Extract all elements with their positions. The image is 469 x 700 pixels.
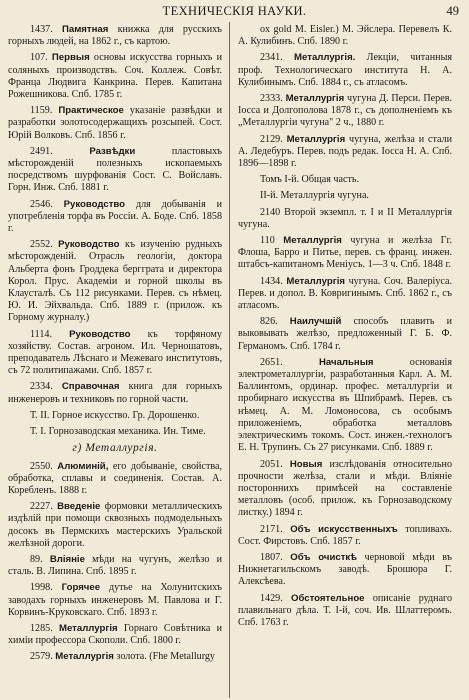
catalog-entry bbox=[238, 552, 452, 589]
catalog-entry bbox=[238, 316, 452, 353]
entry-number: 1437. bbox=[30, 24, 53, 35]
entry-text: Горнаго Совѣтника и химіи профессора Скополи. Спб. 1800 г. bbox=[8, 622, 223, 647]
entry-number: 1434. bbox=[260, 275, 283, 287]
catalog-entry bbox=[8, 461, 222, 498]
entry-text: къ изученію рудныхъ мѣсторожденій. Отрасль геологіи, доктора Альберта фонъ Гроддека бергграта и директора Корол. Прус. Академіи и горной школы въ Клаусталѣ. Съ 112 рисунками. Перев. съ нѣмец. Ю. И. Эйхвальда. Спб. 1889 г. (прилож. къ Горному журналу.) bbox=[8, 239, 222, 324]
right-column bbox=[238, 24, 452, 633]
entry-text: Второй экземпл. т. I и II Металлургія чугуна. bbox=[238, 206, 452, 230]
entry-number: 2171. bbox=[260, 523, 283, 535]
entry-keyword: Горячее bbox=[61, 582, 101, 594]
entry-text: указаніе развѣдки и разработки золотосодержащихъ розсыпей. Сост. Юрій Волковъ. Спб. 1856 г. bbox=[8, 105, 222, 141]
catalog-entry bbox=[238, 134, 452, 171]
entry-text: основанія электрометаллургіи, разработанныя Карл. А. М. Баллинтомъ, ординар. профес. металлургіи и пробирнаго искусства въ Шпибрамѣ. Перев. съ нѣмец. А. М. Ломоносова, съ особымъ приложеніемъ, обработка металловъ электрическимъ токомъ. Сост. инжен.-технологъ Е. Н. Трупинъ. Съ 27 рисунками. Спб. 1889 г. bbox=[238, 356, 452, 454]
catalog-entry bbox=[8, 199, 222, 236]
catalog-entry bbox=[238, 235, 452, 272]
catalog-entry bbox=[238, 524, 452, 548]
entry-keyword: Начальныя bbox=[319, 356, 374, 368]
entry-text: чугуна Д. Перси. Перев. Іосса и Долгополова 1878 г., съ дополненіемъ къ „Металлургіи чугуна" 2 ч., 1880 г. bbox=[238, 93, 452, 129]
entry-number: 2140 bbox=[260, 206, 281, 218]
entry-keyword: Объ искусственныхъ bbox=[290, 523, 398, 535]
catalog-entry bbox=[8, 329, 222, 378]
entry-number: 2552. bbox=[30, 239, 53, 251]
entry-number: 2651. bbox=[260, 356, 283, 368]
catalog-entry bbox=[8, 554, 222, 578]
entry-text: книга для горныхъ инженеровъ и техниковъ по горной части. bbox=[8, 381, 222, 405]
section-heading: г) Металлургія. bbox=[72, 442, 158, 455]
catalog-entry bbox=[238, 24, 452, 48]
catalog-entry bbox=[8, 582, 222, 619]
entry-number: 89. bbox=[30, 553, 43, 565]
entry-text: золота. (Fhe Metallurgy bbox=[116, 651, 215, 663]
entry-text: чугуна, желѣза и стали А. Ледебуръ. Перев. подъ редак. Іосса Н. А. Спб. 1896—1898 г. bbox=[238, 133, 452, 170]
catalog-entry bbox=[8, 52, 222, 101]
entry-text: къ торфяному хозяйству. Состав. агроном. Ил. Черношатовъ, преподаватель Лѣснаго и Межеваго институтовъ, съ 72 политипажами. Спб. 1857 г. bbox=[8, 328, 222, 377]
catalog-entry bbox=[8, 501, 222, 550]
catalog-entry bbox=[8, 24, 222, 48]
entry-text: мѣди на чугунъ, желѣзо и сталь. В. Липина. Спб. 1895 г. bbox=[8, 553, 222, 578]
entry-number: 1429. bbox=[260, 592, 283, 604]
entry-keyword: Памятная bbox=[61, 24, 109, 35]
catalog-entry bbox=[8, 623, 222, 647]
entry-number: 107. bbox=[30, 52, 48, 64]
entry-keyword: Алюминій, bbox=[57, 460, 109, 472]
entry-text: Лекціи, читанныя проф. Технологическаго института Н. А. Кулибинымъ. Спб. 1884 г., съ атласомъ. bbox=[238, 52, 452, 88]
entry-text: чугуна. Соч. Валеріуса. Перев. и допол. В. Ковригинымъ. Спб. 1862 г., съ атласомъ. bbox=[238, 275, 452, 312]
entry-keyword: Руководство bbox=[69, 328, 131, 340]
volume-line: Т. II. Горное искусство. Гр. Дорошенко. bbox=[30, 409, 200, 421]
entry-text: для добыванія и употребленія торфа въ Россіи. А. Боде. Спб. 1858 г. bbox=[8, 198, 223, 235]
entry-number: 2491. bbox=[30, 145, 53, 157]
entry-keyword: Развѣдки bbox=[89, 145, 136, 157]
entry-text: основы искусства горныхъ и соляныхъ производствъ. Соч. Коллеж. Совѣт. Франца Людвига Канкрина. Перев. Капитана Рожешникова. Спб. 1785 г. bbox=[8, 52, 222, 101]
catalog-entry bbox=[8, 651, 222, 663]
catalog-entry bbox=[238, 459, 452, 520]
left-column bbox=[8, 24, 222, 668]
catalog-entry bbox=[8, 146, 222, 195]
entry-number: 1807. bbox=[260, 551, 283, 563]
entry-number: 1998. bbox=[30, 582, 53, 594]
entry-keyword: Руководство bbox=[58, 239, 120, 251]
entry-text: черновой мѣди въ Нижнетагильскомъ заводѣ. Брошюра Г. Алексѣева. bbox=[238, 551, 452, 588]
entry-number: 2341. bbox=[260, 52, 283, 64]
entry-text: его добываніе, свойства, обработка, сплавы и соединенія. Состав. А. Коребленъ. 1888 г. bbox=[8, 460, 222, 496]
entry-keyword: Справочная bbox=[61, 381, 120, 393]
entry-keyword: Металлургія bbox=[286, 133, 346, 145]
catalog-entry bbox=[8, 381, 222, 405]
entry-text: способъ плавить и выковывать желѣзо, предложенный Г. Б. Ф. Германомъ. Спб. 1784 г. bbox=[238, 316, 452, 352]
entry-keyword: Металлургія bbox=[286, 275, 345, 287]
entry-text: пластовыхъ мѣсторожденій полезныхъ ископаемыхъ посредствомъ шурфованія Сост. С. Войславъ. Горн. Инж. Спб. 1881 г. bbox=[8, 145, 222, 194]
entry-keyword: Наилучшій bbox=[289, 316, 342, 328]
entry-number: 2333. bbox=[260, 93, 283, 105]
catalog-entry bbox=[238, 52, 452, 89]
entry-keyword: Металлургія bbox=[58, 622, 118, 634]
entry-keyword: Практическое bbox=[58, 105, 124, 117]
running-head bbox=[0, 4, 469, 20]
volume-line: Т. I. Горнозаводская механика. Ин. Тиме. bbox=[30, 426, 206, 438]
entry-keyword: Первыя bbox=[51, 52, 90, 64]
entry-keyword: Новыя bbox=[289, 458, 323, 470]
catalog-entry bbox=[238, 207, 452, 231]
catalog-entry bbox=[238, 593, 452, 630]
entry-number: 2334. bbox=[30, 381, 53, 393]
entry-text: книжка для русскихъ горныхъ людей, на 1862 г., съ картою. bbox=[8, 24, 222, 48]
volume-line: Томъ І-й. Общая часть. bbox=[260, 174, 359, 186]
entry-number: 110 bbox=[260, 235, 275, 247]
entry-keyword: Объ очисткѣ bbox=[290, 551, 357, 563]
entry-text: описаніе руднаго плавильнаго дѣла. Т. І-й, соч. Ив. Шлаттеромъ. Спб. 1763 г. bbox=[238, 592, 452, 628]
entry-number: 1159. bbox=[30, 105, 53, 117]
entry-keyword: Металлургія bbox=[55, 651, 114, 663]
entry-text: дутье на Холунитскихъ заводахъ горныхъ инженеровъ М. Павлова и Г. Корвинъ-Круковскаго. Спб. 1893 г. bbox=[8, 582, 223, 618]
entry-keyword: Введеніе bbox=[57, 501, 101, 513]
catalog-entry bbox=[238, 357, 452, 455]
running-title: ТЕХНИЧЕСКІЯ НАУКИ. bbox=[162, 4, 307, 18]
entry-keyword: Металлургія bbox=[283, 235, 342, 247]
volume-line: ІІ-й. Металлургія чугуна. bbox=[260, 190, 369, 202]
entry-number: 2579. bbox=[30, 651, 53, 663]
catalog-entry bbox=[8, 239, 222, 324]
catalog-entry bbox=[238, 93, 452, 130]
entry-number: 1285. bbox=[30, 622, 53, 634]
entry-number: 2546. bbox=[30, 198, 53, 210]
entry-text: чугуна и желѣза Гг. Флоша, Барро и Питье, перев. съ франц. инжен. штабсъ-капитаномъ Меніусъ. 1—3 ч. Спб. 1848 г. bbox=[238, 235, 452, 271]
entry-keyword: Руководство bbox=[63, 198, 126, 210]
entry-keyword: Металлургія bbox=[285, 93, 345, 105]
page-number: 49 bbox=[446, 4, 459, 18]
entry-number: 826. bbox=[260, 316, 278, 328]
entry-number: 2051. bbox=[260, 458, 283, 470]
entry-text: топливахъ. Сост. Фирстовъ. Спб. 1857 г. bbox=[238, 523, 452, 547]
entry-number: 2129. bbox=[260, 133, 283, 145]
entry-text: ox gold M. Eisler.) М. Эйслера. Перевелъ К. А. Кулибинъ. Спб. 1890 г. bbox=[238, 24, 452, 48]
entry-keyword: Вліяніе bbox=[49, 553, 85, 565]
catalog-entry bbox=[238, 276, 452, 313]
entry-text: формовки металлическихъ издѣлій при помощи сквозныхъ подмодельныхъ досокъ въ Пермскихъ мастерскихъ Уральской желѣзной дороги. bbox=[8, 501, 223, 549]
entry-number: 1114. bbox=[30, 328, 52, 340]
column-divider bbox=[229, 22, 230, 698]
entry-keyword: Обстоятельное bbox=[291, 592, 365, 604]
catalog-entry bbox=[8, 105, 222, 142]
entry-number: 2550. bbox=[30, 460, 53, 472]
entry-text: изслѣдованія относительно прочности желѣза, стали и мѣди. Вліяніе постороннихъ примѣсей на составленіе металловъ (особ. прилож. къ Горнозаводскому листку.) 1894 г. bbox=[238, 458, 452, 519]
entry-number: 2227. bbox=[30, 501, 53, 513]
entry-keyword: Металлургія. bbox=[294, 52, 356, 64]
